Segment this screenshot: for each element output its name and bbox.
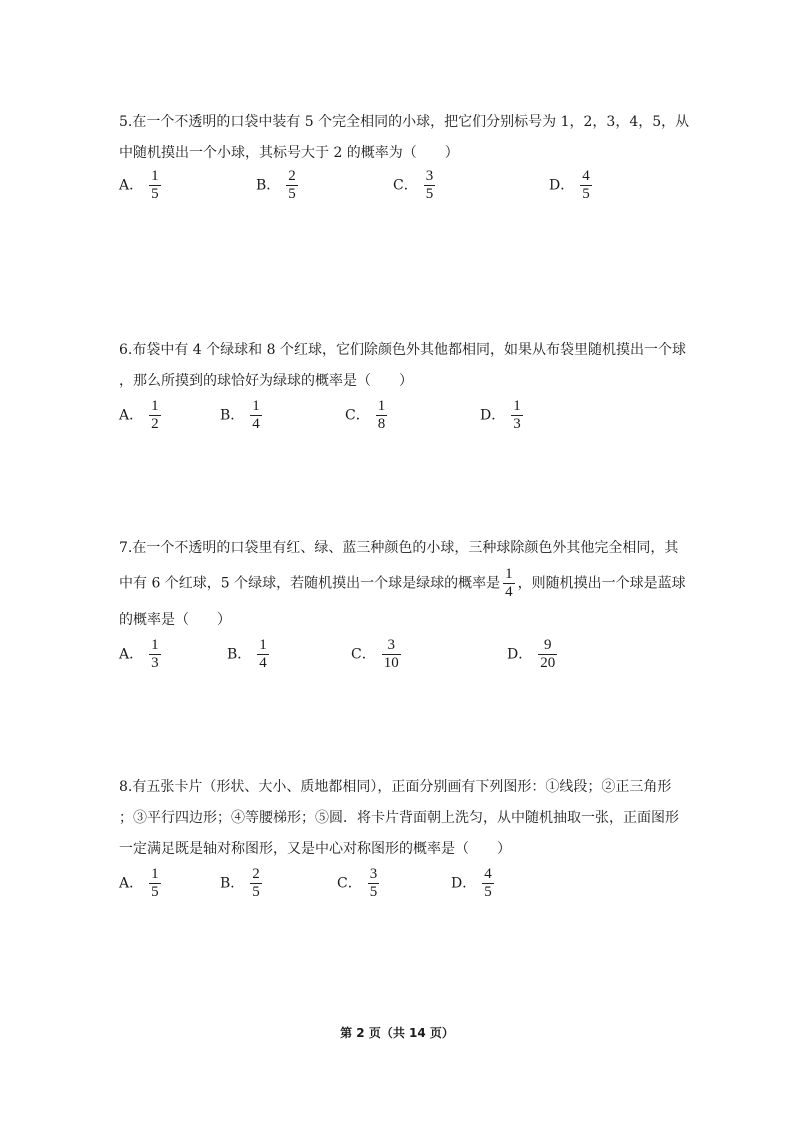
fraction-denominator: 4	[259, 655, 267, 671]
page-number-footer: 第 2 页（共 14 页）	[340, 1026, 454, 1040]
fraction	[250, 398, 262, 433]
fraction	[482, 866, 494, 901]
fraction	[511, 398, 523, 433]
question-7-option-d[interactable]	[507, 637, 557, 672]
question-6-line-1: 6.布袋中有 4 个绿球和 8 个红球，它们除颜色外其他都相同，如果从布袋里随机摸出一个球	[119, 342, 686, 358]
fraction-numerator: 1	[377, 398, 386, 414]
inline-fraction	[503, 566, 515, 601]
fraction-numerator: 4	[582, 168, 590, 184]
fraction-denominator: 10	[383, 655, 399, 671]
option-label: D．	[451, 875, 477, 892]
fraction-denominator: 3	[151, 655, 159, 671]
option-label: B．	[256, 177, 281, 194]
fraction-numerator: 1	[505, 566, 513, 582]
question-6-option-c[interactable]	[345, 398, 387, 433]
option-label: D．	[480, 407, 506, 424]
fraction-numerator: 1	[513, 398, 521, 414]
question-6-option-d[interactable]	[480, 398, 523, 433]
fraction	[286, 168, 298, 203]
fraction-numerator: 1	[259, 637, 267, 653]
fraction-numerator: 3	[387, 637, 395, 653]
option-label: C．	[337, 875, 362, 892]
fraction-numerator: 4	[484, 866, 492, 882]
question-8-line-3: 一定满足既是轴对称图形，又是中心对称图形的概率是（ ）	[119, 841, 511, 857]
question-8-line-2: ；③平行四边形；④等腰梯形；⑤圆．将卡片背面朝上洗匀，从中随机抽取一张，正面图形	[119, 810, 679, 826]
fraction-numerator: 1	[151, 398, 159, 414]
fraction-numerator: 1	[151, 866, 159, 882]
fraction	[538, 637, 557, 672]
fraction-denominator: 5	[582, 186, 590, 202]
question-8-option-c[interactable]	[337, 866, 379, 901]
fraction-denominator: 4	[505, 584, 513, 600]
question-8-option-b[interactable]	[220, 866, 262, 901]
question-7-line-3: 的概率是（ ）	[119, 612, 231, 628]
question-5-option-d[interactable]	[549, 168, 592, 203]
option-label: C．	[345, 407, 370, 424]
option-label: A．	[119, 177, 144, 194]
fraction-denominator: 5	[151, 884, 159, 900]
option-label: A．	[119, 875, 144, 892]
option-label: D．	[507, 646, 533, 663]
question-7-line-2	[119, 566, 686, 601]
fraction	[376, 398, 388, 433]
question-5-option-c[interactable]	[393, 168, 435, 203]
question-8-line-1: 8.有五张卡片（形状、大小、质地都相同），正面分别画有下列图形：①线段；②正三角形	[119, 779, 672, 795]
question-7-line-1: 7.在一个不透明的口袋里有红、绿、蓝三种颜色的小球，三种球除颜色外其他完全相同，其	[119, 540, 679, 556]
option-label: A．	[119, 407, 144, 424]
question-7-text-before-fraction: 中有 6 个红球，5 个绿球，若随机摸出一个球是绿球的概率是	[119, 575, 501, 592]
option-label: C．	[393, 177, 418, 194]
option-label: D．	[549, 177, 575, 194]
question-5-option-b[interactable]	[256, 168, 298, 203]
option-label: B．	[220, 875, 245, 892]
question-6-line-2: ，那么所摸到的球恰好为绿球的概率是（ ）	[119, 373, 413, 389]
fraction	[149, 168, 161, 203]
question-6-option-a[interactable]	[119, 398, 161, 433]
question-5-line-1: 5.在一个不透明的口袋中装有 5 个完全相同的小球，把它们分别标号为 1，2，3，4，5，从	[119, 114, 690, 130]
fraction-numerator: 1	[252, 398, 260, 414]
fraction-numerator: 2	[252, 866, 260, 882]
question-7-option-a[interactable]	[119, 637, 161, 672]
fraction-denominator: 5	[252, 884, 260, 900]
option-label: B．	[227, 646, 252, 663]
fraction-denominator: 2	[151, 416, 159, 432]
option-label: B．	[220, 407, 245, 424]
fraction-denominator: 8	[377, 416, 386, 432]
fraction-denominator: 5	[369, 884, 378, 900]
fraction-numerator: 2	[288, 168, 296, 184]
question-8-option-a[interactable]	[119, 866, 161, 901]
fraction-denominator: 5	[425, 186, 434, 202]
fraction	[149, 637, 161, 672]
question-7-text-after-fraction: ，则随机摸出一个球是蓝球	[517, 575, 686, 592]
fraction	[382, 637, 401, 672]
fraction-numerator: 9	[543, 637, 552, 653]
fraction	[424, 168, 436, 203]
fraction-denominator: 5	[288, 186, 296, 202]
fraction-numerator: 3	[425, 168, 434, 184]
option-label: C．	[351, 646, 376, 663]
fraction-denominator: 4	[252, 416, 260, 432]
fraction-numerator: 3	[369, 866, 378, 882]
question-5-option-a[interactable]	[119, 168, 161, 203]
fraction-numerator: 1	[151, 637, 159, 653]
option-label: A．	[119, 646, 144, 663]
fraction	[257, 637, 269, 672]
fraction	[580, 168, 592, 203]
fraction	[250, 866, 262, 901]
fraction-denominator: 5	[484, 884, 492, 900]
fraction	[368, 866, 380, 901]
fraction	[149, 398, 161, 433]
question-6-option-b[interactable]	[220, 398, 262, 433]
fraction-denominator: 3	[513, 416, 521, 432]
question-8-option-d[interactable]	[451, 866, 494, 901]
fraction	[149, 866, 161, 901]
fraction-numerator: 1	[151, 168, 159, 184]
question-7-option-c[interactable]	[351, 637, 401, 672]
question-5-line-2: 中随机摸出一个小球，其标号大于 2 的概率为（ ）	[119, 145, 459, 161]
fraction-denominator: 20	[540, 655, 556, 671]
question-7-option-b[interactable]	[227, 637, 269, 672]
fraction-denominator: 5	[151, 186, 159, 202]
